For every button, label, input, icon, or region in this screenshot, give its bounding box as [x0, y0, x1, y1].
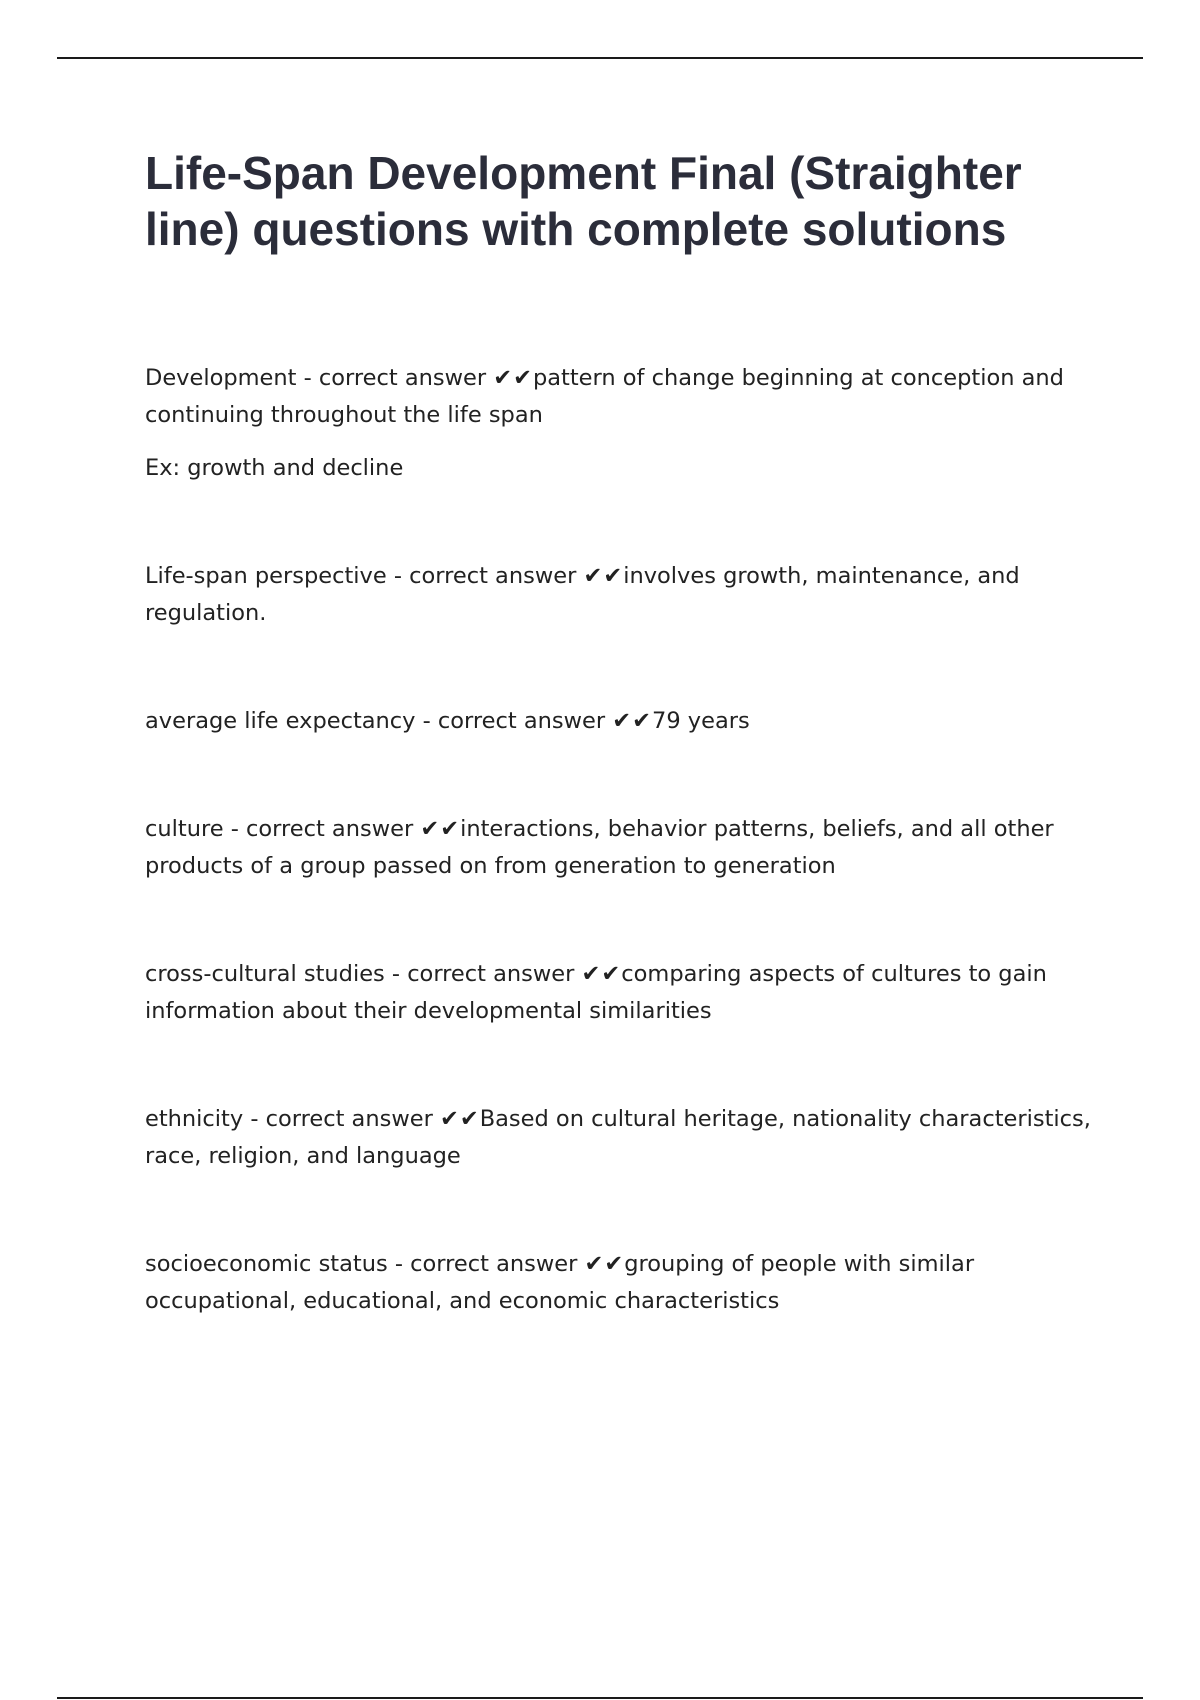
entry-term: ethnicity	[145, 1106, 244, 1132]
entry-answer: grouping of people with similar occupational, educational, and economic characteristics	[145, 1251, 975, 1314]
double-check-icon: ✔✔	[493, 365, 533, 391]
entry-answer: pattern of change beginning at conception and continuing throughout the life span	[145, 365, 1064, 428]
entry-term: culture	[145, 816, 224, 842]
double-check-icon: ✔✔	[420, 816, 461, 842]
top-divider	[57, 57, 1143, 59]
double-check-icon: ✔✔	[584, 1251, 625, 1277]
entry-separator: - correct answer	[415, 708, 613, 734]
entry-answer: involves growth, maintenance, and regulation.	[145, 563, 1020, 626]
double-check-icon: ✔✔	[581, 961, 622, 987]
entry-separator: - correct answer	[223, 816, 421, 842]
entry-answer: interactions, behavior patterns, beliefs, and all other products of a group passed on from generation to generation	[145, 816, 1054, 879]
entry-separator: - correct answer	[384, 961, 582, 987]
entry-separator: - correct answer	[296, 365, 494, 391]
double-check-icon: ✔✔	[583, 563, 624, 589]
page-title: Life-Span Development Final (Straighter line) questions with complete solutions	[145, 147, 1022, 255]
qa-entry-socioeconomic-status	[145, 1246, 1105, 1320]
qa-entry-cross-cultural-studies	[145, 956, 1105, 1030]
double-check-icon: ✔✔	[439, 1106, 480, 1132]
entry-separator: - correct answer	[243, 1106, 440, 1132]
qa-entry-life-span-perspective	[145, 558, 1105, 632]
qa-list	[145, 360, 1105, 1320]
entry-term: average life expectancy	[145, 708, 416, 734]
entry-example: Ex: growth and decline	[145, 455, 404, 481]
entry-term: Life-span perspective	[145, 563, 387, 589]
double-check-icon: ✔✔	[612, 708, 652, 734]
entry-answer: 79 years	[652, 708, 750, 734]
entry-term: Development	[145, 365, 297, 391]
qa-entry-culture	[145, 811, 1105, 885]
bottom-divider	[57, 1697, 1143, 1699]
entry-term: cross-cultural studies	[145, 961, 385, 987]
entry-term: socioeconomic status	[145, 1251, 388, 1277]
entry-separator: - correct answer	[387, 1251, 585, 1277]
qa-entry-ethnicity	[145, 1101, 1105, 1175]
qa-entry-average-life-expectancy	[145, 703, 1105, 740]
entry-answer: comparing aspects of cultures to gain information about their developmental similarities	[145, 961, 1047, 1024]
entry-separator: - correct answer	[386, 563, 584, 589]
qa-entry-development	[145, 360, 1105, 487]
entry-answer: Based on cultural heritage, nationality characteristics, race, religion, and language	[145, 1106, 1091, 1169]
